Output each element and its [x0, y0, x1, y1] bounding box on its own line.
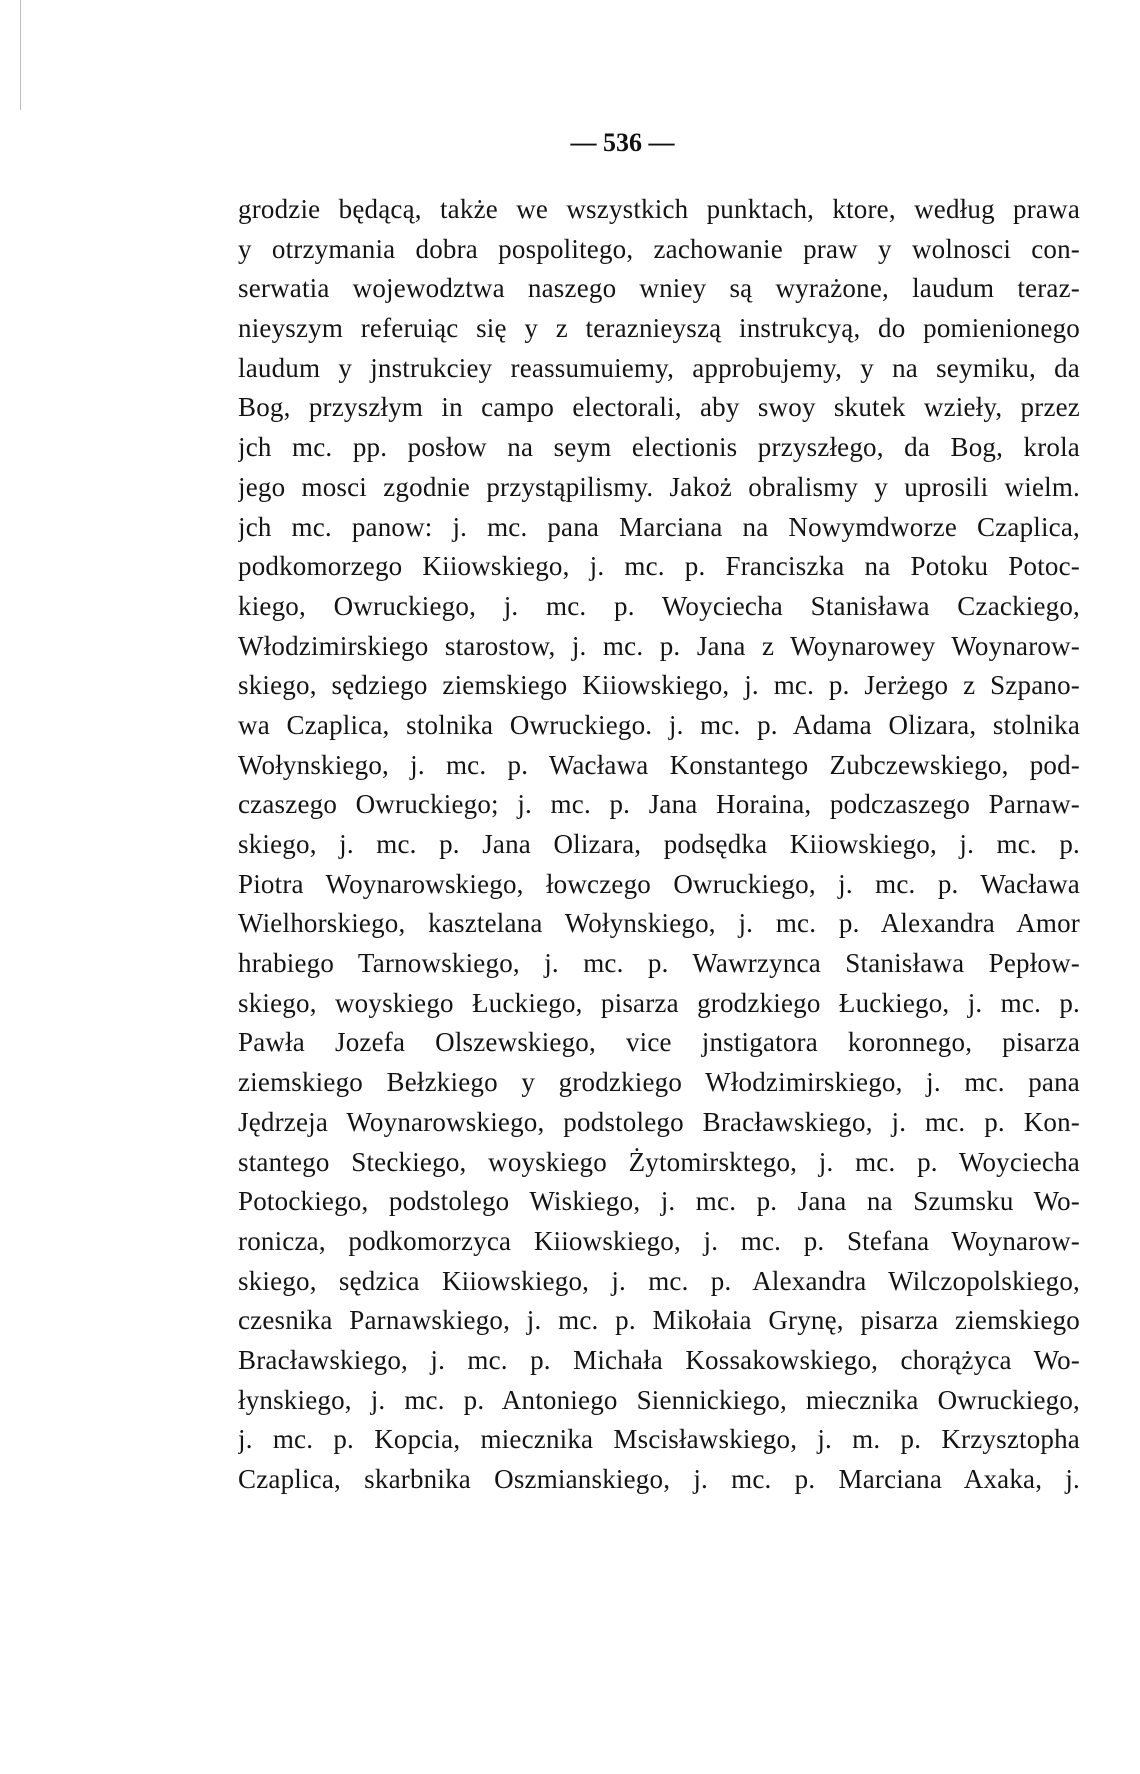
text-line: Włodzimirskiego starostow, j. mc. p. Jana z Woynarowey Woynarow- [238, 630, 1080, 661]
text-line: grodzie będącą, także we wszystkich punktach, ktore, według prawa [238, 194, 1080, 224]
text-line: jch mc. panow: j. mc. pana Marciana na Nowymdworze Czaplica, [238, 511, 1080, 542]
text-line: Czaplica, skarbnika Oszmianskiego, j. mc. p. Marciana Axaka, j. [238, 1464, 1080, 1494]
text-line: j. mc. p. Kopcia, miecznika Mscisławskiego, j. m. p. Krzysztopha [238, 1424, 1080, 1455]
text-line: Bog, przyszłym in campo electorali, aby swoy skutek wzieły, przez [238, 392, 1080, 423]
text-line: podkomorzego Kiiowskiego, j. mc. p. Franciszka na Potoku Potoc- [238, 551, 1080, 582]
text-line: Wołynskiego, j. mc. p. Wacława Konstantego Zubczewskiego, pod- [238, 749, 1080, 780]
text-line: skiego, sędzica Kiiowskiego, j. mc. p. Alexandra Wilczopolskiego, [238, 1265, 1080, 1296]
text-line: laudum y jnstrukciey reassumuiemy, approbujemy, y na seymiku, da [238, 352, 1080, 383]
text-line: Potockiego, podstolego Wiskiego, j. mc. p. Jana na Szumsku Wo- [238, 1186, 1080, 1217]
text-line: nieyszym referuiąc się y z teraznieyszą instrukcyą, do pomienionego [238, 313, 1080, 344]
body-text [238, 190, 1080, 1500]
text-line: skiego, woyskiego Łuckiego, pisarza grodzkiego Łuckiego, j. mc. p. [238, 987, 1080, 1018]
text-line: Wielhorskiego, kasztelana Wołynskiego, j. mc. p. Alexandra Amor [238, 908, 1080, 939]
text-line: ronicza, podkomorzyca Kiiowskiego, j. mc. p. Stefana Woynarow- [238, 1225, 1080, 1256]
text-line: łynskiego, j. mc. p. Antoniego Siennickiego, miecznika Owruckiego, [238, 1384, 1080, 1415]
text-line: kiego, Owruckiego, j. mc. p. Woyciecha Stanisława Czackiego, [238, 590, 1080, 621]
page-number: — 536 — [570, 128, 675, 157]
text-line: Bracławskiego, j. mc. p. Michała Kossakowskiego, chorążyca Wo- [238, 1344, 1080, 1375]
text-line: stantego Steckiego, woyskiego Żytomirsktego, j. mc. p. Woyciecha [238, 1146, 1080, 1177]
text-line: jch mc. pp. posłow na seym electionis przyszłego, da Bog, krola [238, 432, 1080, 463]
text-line: Jędrzeja Woynarowskiego, podstolego Bracławskiego, j. mc. p. Kon- [238, 1106, 1080, 1137]
text-line: Pawła Jozefa Olszewskiego, vice jnstigatora koronnego, pisarza [238, 1027, 1080, 1058]
text-line: y otrzymania dobra pospolitego, zachowanie praw y wolnosci con- [238, 233, 1080, 264]
text-line: hrabiego Tarnowskiego, j. mc. p. Wawrzynca Stanisława Pepłow- [238, 948, 1080, 979]
text-line: skiego, sędziego ziemskiego Kiiowskiego, j. mc. p. Jerżego z Szpano- [238, 670, 1080, 701]
text-line: jego mosci zgodnie przystąpilismy. Jakoż obralismy y uprosili wielm. [238, 471, 1080, 502]
text-line: skiego, j. mc. p. Jana Olizara, podsędka Kiiowskiego, j. mc. p. [238, 829, 1080, 859]
scan-edge-line [20, 0, 21, 110]
text-line: czesnika Parnawskiego, j. mc. p. Mikołaia Grynę, pisarza ziemskiego [238, 1305, 1080, 1336]
text-line: ziemskiego Bełzkiego y grodzkiego Włodzimirskiego, j. mc. pana [238, 1067, 1080, 1098]
text-line: serwatia wojewodztwa naszego wniey są wyrażone, laudum teraz- [238, 273, 1080, 304]
text-line: wa Czaplica, stolnika Owruckiego. j. mc. p. Adama Olizara, stolnika [238, 709, 1080, 740]
text-line: Piotra Woynarowskiego, łowczego Owruckiego, j. mc. p. Wacława [238, 868, 1080, 899]
text-line: czaszego Owruckiego; j. mc. p. Jana Horaina, podczaszego Parnaw- [238, 789, 1080, 820]
